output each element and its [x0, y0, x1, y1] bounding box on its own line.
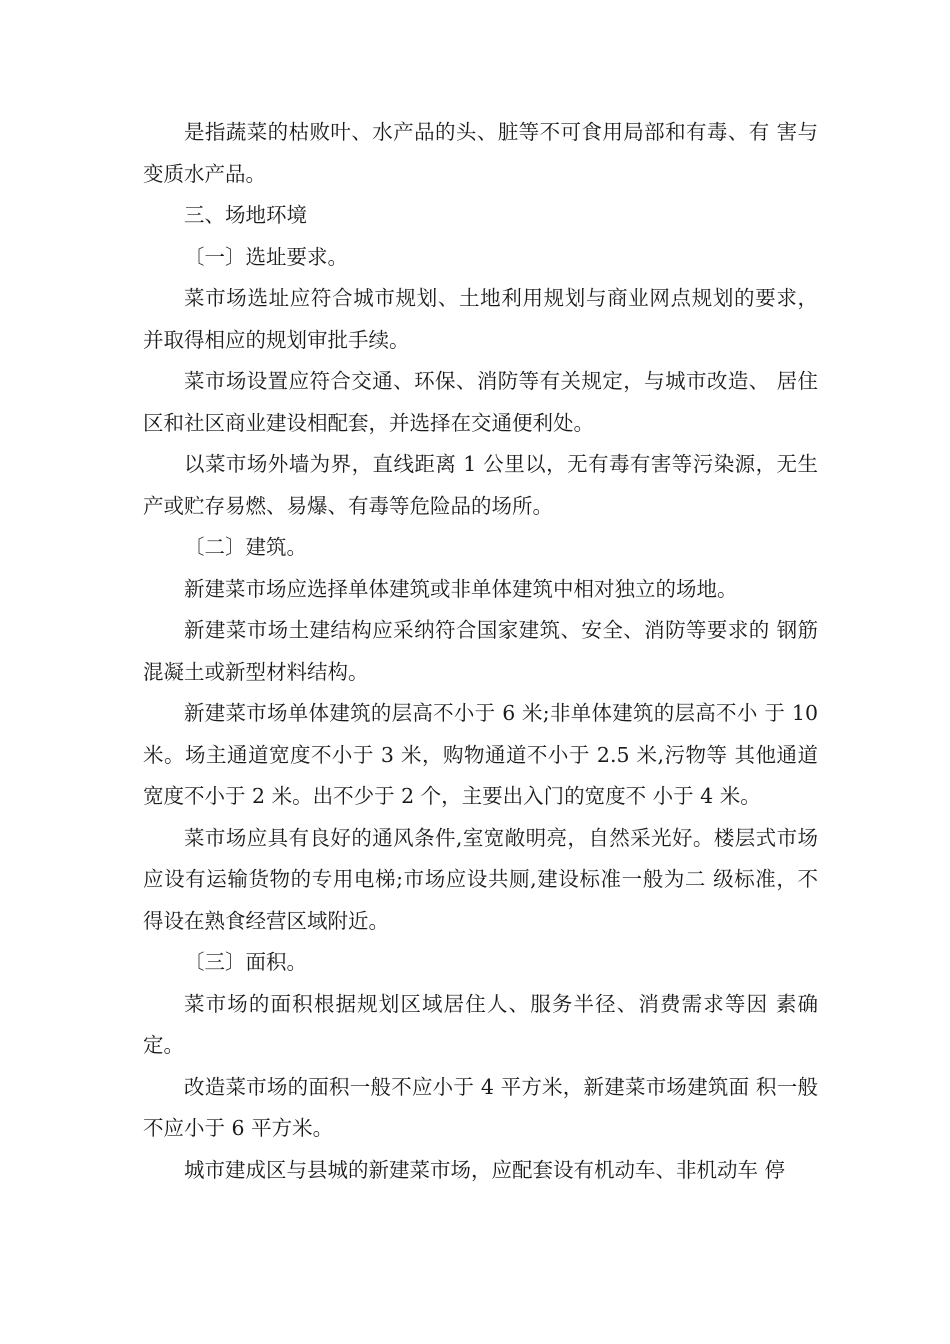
subsection-heading-building: 〔二〕建筑。	[184, 535, 307, 559]
paragraph-8: 新建菜市场应选择单体建筑或非单体建筑中相对独立的场地。	[184, 576, 738, 601]
paragraph-5: 菜市场设置应符合交通、环保、消防等有关规定，与城市改造、 居住区和社区商业建设相配套，并选择在交通便利处。	[143, 369, 818, 435]
document-page	[143, 112, 818, 1191]
paragraph-13: 菜市场的面积根据规划区域居住人、服务半径、消费需求等因 素确定。	[143, 991, 818, 1057]
paragraph-14: 改造菜市场的面积一般不应小于 4 平方米，新建菜市场建筑面 积一般不应小于 6 平方米。	[143, 1074, 818, 1140]
paragraph-1: 是指蔬菜的枯败叶、水产品的头、脏等不可食用局部和有毒、有 害与变质水产品。	[143, 120, 818, 186]
section-heading-site-environment: 三、场地环境	[184, 203, 307, 227]
paragraph-4: 菜市场选址应符合城市规划、土地利用规划与商业网点规划的要求，并取得相应的规划审批手续。	[143, 286, 818, 352]
subsection-heading-area: 〔三〕面积。	[184, 950, 307, 974]
paragraph-15: 城市建成区与县城的新建菜市场，应配套设有机动车、非机动车 停	[184, 1157, 786, 1182]
paragraph-11: 菜市场应具有良好的通风条件,室宽敞明亮，自然采光好。楼层式市场应设有运输货物的专用电梯;市场应设共厕,建设标准一般为二 级标准，不得设在熟食经营区域附近。	[143, 825, 818, 933]
paragraph-6: 以菜市场外墙为界，直线距离 1 公里以，无有毒有害等污染源，无生产或贮存易燃、易爆、有毒等危险品的场所。	[143, 452, 818, 518]
paragraph-9: 新建菜市场土建结构应采纳符合国家建筑、安全、消防等要求的 钢筋混凝土或新型材料结构。	[143, 618, 818, 684]
subsection-heading-site-selection: 〔一〕选址要求。	[184, 244, 348, 269]
paragraph-10: 新建菜市场单体建筑的层高不小于 6 米;非单体建筑的层高不小 于 10 米。场主通道宽度不小于 3 米，购物通道不小于 2.5 米,污物等 其他通道宽度不小于 2 米。出不少于 2 个，主要出入门的宽度不 小于 4 米。	[143, 701, 818, 808]
